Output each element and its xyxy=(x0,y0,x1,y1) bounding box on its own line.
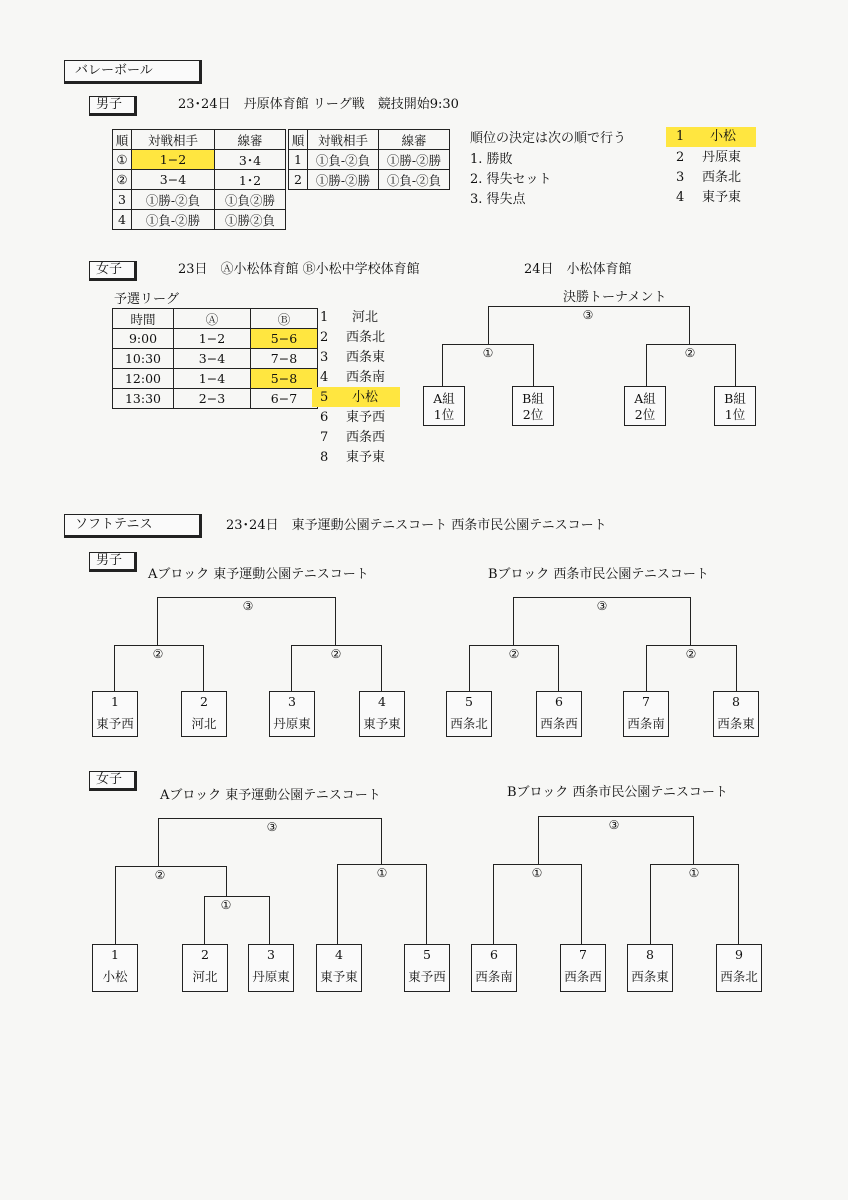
girls-team-num: 3 xyxy=(320,350,329,365)
round-label: ② xyxy=(684,346,696,360)
bracket-line xyxy=(533,344,534,386)
cell: ①負-②負 xyxy=(379,170,450,190)
bracket-line xyxy=(203,645,204,691)
girls-label-text: 女子 xyxy=(96,262,123,277)
round-label: ② xyxy=(152,647,164,661)
ranking-rule-3: 3. 得失点 xyxy=(470,192,526,207)
cell-highlighted: 5−6 xyxy=(251,329,318,349)
volleyball-section-title xyxy=(64,60,202,84)
cell: 13:30 xyxy=(113,389,174,409)
bracket-line xyxy=(381,645,382,691)
boys-team-slot xyxy=(536,691,582,737)
slot-team-name: 西条北 xyxy=(450,716,488,731)
volleyball-girls-info-day24: 24日 小松体育館 xyxy=(524,262,632,277)
slot-number: 1 xyxy=(111,694,119,709)
cell: 1 xyxy=(289,150,308,170)
table-row xyxy=(113,150,286,170)
boys-team-name: 東予東 xyxy=(702,190,742,205)
header-order: 順 xyxy=(113,130,132,150)
cell: ①負-②負 xyxy=(308,150,379,170)
cell: ① xyxy=(113,150,132,170)
ranking-rule-1: 1. 勝敗 xyxy=(470,152,513,167)
girls-team-slot xyxy=(560,944,606,992)
boys-team-num: 4 xyxy=(676,190,685,205)
cell: 4 xyxy=(113,210,132,230)
boys-block-b-title: Bブロック 西条市民公園テニスコート xyxy=(488,567,709,582)
round-label: ③ xyxy=(608,818,620,832)
boys-block-a-title: Aブロック 東予運動公園テニスコート xyxy=(148,567,369,582)
cell: 2−3 xyxy=(174,389,251,409)
boys-team-slot xyxy=(623,691,669,737)
bracket-line xyxy=(226,866,227,896)
round-label: ① xyxy=(688,866,700,880)
bracket-line xyxy=(381,818,382,864)
slot-number: 5 xyxy=(465,694,473,709)
bracket-line xyxy=(204,896,270,897)
slot-team-name: 西条南 xyxy=(475,969,513,984)
volleyball-title-text: バレーボール xyxy=(75,63,153,78)
cell: 3−4 xyxy=(174,349,251,369)
cell: 1･2 xyxy=(215,170,286,190)
girls-team-num: 2 xyxy=(320,330,329,345)
slot-number: 6 xyxy=(490,947,498,962)
slot-number: 4 xyxy=(378,694,386,709)
girls-team-slot-highlighted xyxy=(92,944,138,992)
cell-highlighted: 1−2 xyxy=(132,150,215,170)
final-tournament-title: 決勝トーナメント xyxy=(563,290,667,305)
round-label: ③ xyxy=(596,599,608,613)
slot-number: 3 xyxy=(288,694,296,709)
bracket-line xyxy=(646,344,647,386)
header-order: 順 xyxy=(289,130,308,150)
slot-number: 9 xyxy=(735,947,743,962)
bracket-line xyxy=(690,597,691,645)
girls-team-name: 西条南 xyxy=(346,370,386,385)
volleyball-boys-order-table-2 xyxy=(288,129,450,190)
slot-team-name: 西条北 xyxy=(720,969,758,984)
cell: ①勝-②勝 xyxy=(308,170,379,190)
bracket-line xyxy=(157,597,158,645)
bracket-line xyxy=(114,645,115,691)
slot-number: 1 xyxy=(111,947,119,962)
girls-team-num: 1 xyxy=(320,310,329,325)
slot-team-name: 西条南 xyxy=(627,716,665,731)
bracket-line xyxy=(736,645,737,691)
boys-label-text: 男子 xyxy=(96,97,123,112)
volleyball-girls-info-day23: 23日 Ⓐ小松体育館 Ⓑ小松中学校体育館 xyxy=(178,262,420,277)
bracket-line xyxy=(204,896,205,944)
girls-block-a-title: Aブロック 東予運動公園テニスコート xyxy=(160,788,381,803)
header-court-b: Ⓑ xyxy=(251,309,318,329)
slot-team-name: 西条西 xyxy=(540,716,578,731)
round-label: ③ xyxy=(266,820,278,834)
table-row xyxy=(113,349,318,369)
boys-team-num: 1 xyxy=(676,129,685,144)
cell: ①勝②負 xyxy=(215,210,286,230)
boys-team-name: 西条北 xyxy=(702,170,742,185)
final-slot xyxy=(423,386,465,426)
round-label: ① xyxy=(376,866,388,880)
cell: ①負-②勝 xyxy=(132,210,215,230)
slot-number: 3 xyxy=(267,947,275,962)
slot-line-2: 1位 xyxy=(433,407,455,422)
volleyball-boys-order-table-1 xyxy=(112,129,286,230)
girls-team-slot xyxy=(627,944,673,992)
cell-highlighted: 5−8 xyxy=(251,369,318,389)
slot-team-name: 河北 xyxy=(192,969,218,984)
cell: 2 xyxy=(289,170,308,190)
bracket-line xyxy=(115,866,227,867)
bracket-line xyxy=(646,645,647,691)
cell: ①負②勝 xyxy=(215,190,286,210)
round-label: ① xyxy=(531,866,543,880)
slot-number: 8 xyxy=(646,947,654,962)
bracket-line xyxy=(426,864,427,944)
cell: 1−4 xyxy=(174,369,251,389)
round-label: ② xyxy=(685,647,697,661)
round-label: ② xyxy=(508,647,520,661)
header-linesman: 線審 xyxy=(379,130,450,150)
table-row xyxy=(113,369,318,389)
cell: 12:00 xyxy=(113,369,174,389)
slot-line-2: 2位 xyxy=(522,407,544,422)
volleyball-girls-label xyxy=(89,261,137,281)
table-row xyxy=(113,329,318,349)
cell: 1−2 xyxy=(174,329,251,349)
final-slot xyxy=(624,386,666,426)
slot-number: 7 xyxy=(579,947,587,962)
girls-team-num: 4 xyxy=(320,370,329,385)
table-row xyxy=(113,210,286,230)
slot-number: 2 xyxy=(201,947,209,962)
boys-team-slot xyxy=(713,691,759,737)
slot-number: 2 xyxy=(200,694,208,709)
girls-team-num: 6 xyxy=(320,410,329,425)
girls-team-slot xyxy=(716,944,762,992)
boys-team-slot xyxy=(92,691,138,737)
slot-team-name: 東予東 xyxy=(320,969,358,984)
table-row xyxy=(289,170,450,190)
final-slot xyxy=(714,386,756,426)
bracket-line xyxy=(337,864,338,944)
boys-team-name: 丹原東 xyxy=(702,150,742,165)
round-label: ① xyxy=(482,346,494,360)
table-row xyxy=(289,150,450,170)
volleyball-boys-info: 23･24日 丹原体育館 リーグ戦 競技開始9:30 xyxy=(178,97,459,112)
bracket-line xyxy=(558,645,559,691)
boys-team-num: 2 xyxy=(676,150,685,165)
cell: ①勝-②勝 xyxy=(379,150,450,170)
bracket-line xyxy=(269,896,270,944)
girls-team-slot xyxy=(471,944,517,992)
bracket-line xyxy=(158,818,159,866)
cell: 7−8 xyxy=(251,349,318,369)
prelim-league-table xyxy=(112,308,318,409)
round-label: ② xyxy=(330,647,342,661)
slot-team-name: 小松 xyxy=(102,969,128,984)
girls-block-b-title: Bブロック 西条市民公園テニスコート xyxy=(507,785,728,800)
table-row xyxy=(113,389,318,409)
slot-line-1: B組 xyxy=(724,391,746,406)
cell: 9:00 xyxy=(113,329,174,349)
slot-number: 5 xyxy=(423,947,431,962)
slot-team-name: 河北 xyxy=(191,716,217,731)
ranking-rules-title: 順位の決定は次の順で行う xyxy=(470,131,627,146)
table-header-row xyxy=(113,130,286,150)
girls-team-num: 8 xyxy=(320,450,329,465)
girls-team-name: 西条東 xyxy=(346,350,386,365)
table-header-row xyxy=(289,130,450,150)
final-slot xyxy=(512,386,554,426)
girls-team-num: 5 xyxy=(320,390,329,405)
girls-team-slot xyxy=(404,944,450,992)
cell: 3−4 xyxy=(132,170,215,190)
prelim-league-title: 予選リーグ xyxy=(114,292,180,307)
bracket-line xyxy=(335,597,336,645)
table-row xyxy=(113,170,286,190)
bracket-line xyxy=(538,816,539,864)
slot-team-name: 東予西 xyxy=(408,969,446,984)
header-time: 時間 xyxy=(113,309,174,329)
slot-number: 8 xyxy=(732,694,740,709)
bracket-line xyxy=(738,864,739,944)
bracket-line xyxy=(488,306,489,344)
boys-team-slot xyxy=(446,691,492,737)
round-label: ② xyxy=(154,868,166,882)
cell: 6−7 xyxy=(251,389,318,409)
girls-team-name: 河北 xyxy=(352,310,379,325)
boys-team-name: 小松 xyxy=(710,129,737,144)
cell: 3 xyxy=(113,190,132,210)
cell: ② xyxy=(113,170,132,190)
slot-team-name: 丹原東 xyxy=(252,969,290,984)
table-row xyxy=(113,190,286,210)
slot-line-1: B組 xyxy=(522,391,544,406)
girls-team-slot xyxy=(316,944,362,992)
slot-team-name: 東予西 xyxy=(96,716,134,731)
girls-team-name: 西条西 xyxy=(346,430,386,445)
table-header-row xyxy=(113,309,318,329)
girls-team-name: 東予東 xyxy=(346,450,386,465)
slot-team-name: 西条西 xyxy=(564,969,602,984)
bracket-line xyxy=(115,866,116,944)
girls-team-name: 小松 xyxy=(352,390,379,405)
volleyball-boys-label xyxy=(89,96,137,116)
soft-tennis-title-text: ソフトテニス xyxy=(75,517,153,532)
cell: 3･4 xyxy=(215,150,286,170)
slot-line-1: A組 xyxy=(433,391,455,406)
bracket-line xyxy=(469,645,470,691)
soft-tennis-info: 23･24日 東予運動公園テニスコート 西条市民公園テニスコート xyxy=(226,518,607,533)
slot-number: 4 xyxy=(335,947,343,962)
round-label: ① xyxy=(220,898,232,912)
boys-label-text: 男子 xyxy=(96,553,123,568)
girls-team-num: 7 xyxy=(320,430,329,445)
girls-team-slot xyxy=(248,944,294,992)
header-court-a: Ⓐ xyxy=(174,309,251,329)
round-label: ③ xyxy=(582,308,594,322)
header-linesman: 線審 xyxy=(215,130,286,150)
bracket-line xyxy=(493,864,494,944)
slot-number: 6 xyxy=(555,694,563,709)
bracket-line xyxy=(693,816,694,864)
bracket-line xyxy=(650,864,651,944)
soft-tennis-girls-label xyxy=(89,771,137,791)
soft-tennis-section-title xyxy=(64,514,202,538)
girls-label-text: 女子 xyxy=(96,772,123,787)
boys-team-slot xyxy=(269,691,315,737)
slot-number: 7 xyxy=(642,694,650,709)
slot-line-1: A組 xyxy=(634,391,656,406)
bracket-line xyxy=(689,306,690,344)
cell: ①勝-②負 xyxy=(132,190,215,210)
bracket-line xyxy=(735,344,736,386)
round-label: ③ xyxy=(242,599,254,613)
cell: 10:30 xyxy=(113,349,174,369)
slot-team-name: 丹原東 xyxy=(273,716,311,731)
girls-team-name: 西条北 xyxy=(346,330,386,345)
bracket-line xyxy=(581,864,582,944)
header-match: 対戦相手 xyxy=(132,130,215,150)
boys-team-num: 3 xyxy=(676,170,685,185)
slot-team-name: 西条東 xyxy=(717,716,755,731)
slot-line-2: 2位 xyxy=(634,407,656,422)
boys-team-slot xyxy=(181,691,227,737)
bracket-line xyxy=(513,597,514,645)
slot-team-name: 東予東 xyxy=(363,716,401,731)
bracket-line xyxy=(291,645,292,691)
girls-team-slot xyxy=(182,944,228,992)
bracket-line xyxy=(442,344,443,386)
girls-team-name: 東予西 xyxy=(346,410,386,425)
slot-line-2: 1位 xyxy=(724,407,746,422)
header-match: 対戦相手 xyxy=(308,130,379,150)
slot-team-name: 西条東 xyxy=(631,969,669,984)
soft-tennis-boys-label xyxy=(89,552,137,572)
ranking-rule-2: 2. 得失セット xyxy=(470,172,552,187)
boys-team-slot xyxy=(359,691,405,737)
